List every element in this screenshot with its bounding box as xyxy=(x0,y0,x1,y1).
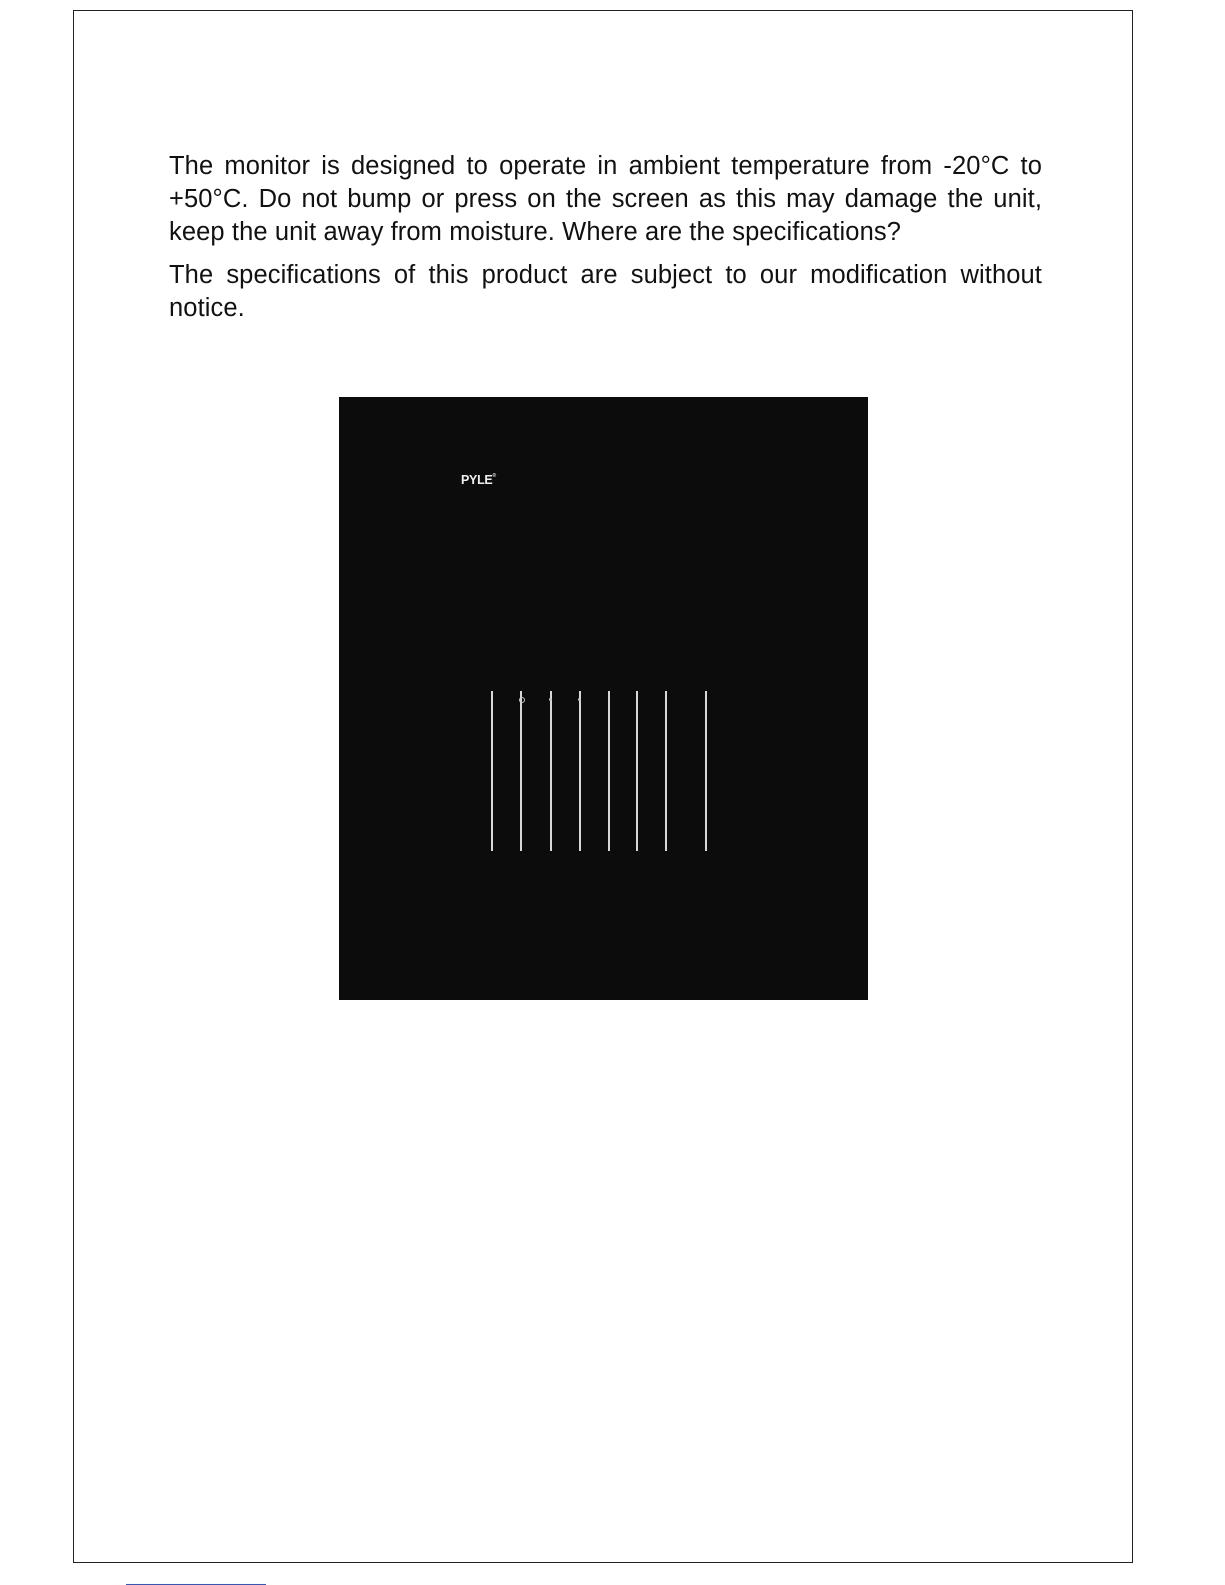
brand-logo xyxy=(461,473,496,487)
control-line xyxy=(705,691,707,851)
control-line xyxy=(665,691,667,851)
control-line xyxy=(520,691,522,851)
product-photo xyxy=(339,397,868,1000)
control-line xyxy=(579,691,581,851)
document-body xyxy=(169,150,1042,335)
power-button-icon xyxy=(519,697,525,703)
control-line xyxy=(636,691,638,851)
button-marker-icon xyxy=(578,698,581,701)
brand-logo-text: PYLE xyxy=(461,473,493,487)
control-line xyxy=(550,691,552,851)
specifications-notice-paragraph: The specifications of this product are subject to our modification without notice. xyxy=(169,261,1042,322)
trademark-symbol: ® xyxy=(492,473,496,479)
control-line xyxy=(491,691,493,851)
control-line xyxy=(608,691,610,851)
operating-temperature-paragraph: The monitor is designed to operate in ambient temperature from -20°C to +50°C. Do not bump or press on the screen as this may damage the unit, keep the unit away from moisture. Where are the specifications? xyxy=(169,152,1042,246)
button-marker-icon xyxy=(549,698,552,701)
